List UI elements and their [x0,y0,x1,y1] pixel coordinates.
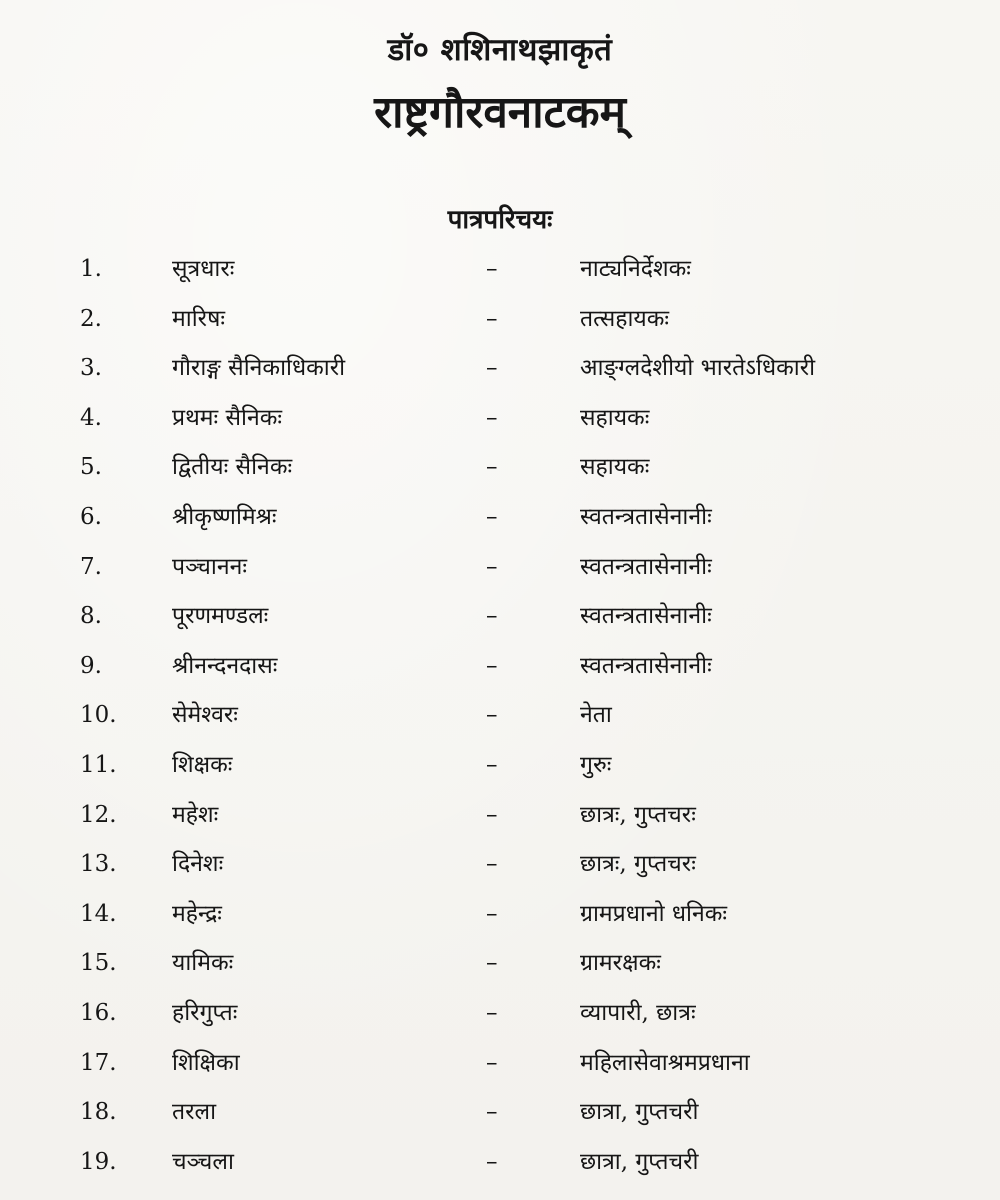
separator-dash: – [486,801,498,828]
character-name: हरिगुप्तः [172,999,238,1026]
cast-row [0,443,1000,493]
separator-dash: – [486,503,498,530]
separator-dash: – [486,702,498,729]
cast-row [0,939,1000,989]
character-role: व्यापारी, छात्रः [580,999,696,1026]
cast-row [0,592,1000,642]
character-role: आङ्ग्लदेशीयो भारतेऽधिकारी [580,355,816,382]
cast-number: 11. [80,751,117,778]
cast-row [0,344,1000,394]
separator-dash: – [486,851,498,878]
character-name: चञ्चला [172,1148,234,1175]
character-role: नेता [580,702,612,729]
cast-number: 15. [80,950,117,977]
character-role: ग्रामप्रधानो धनिकः [580,900,728,927]
cast-number: 10. [80,702,117,729]
author-line: डॉ० शशिनाथझाकृतं [387,32,613,68]
character-role: ग्रामरक्षकः [580,950,661,977]
character-name: महेशः [172,801,219,828]
character-name: तरला [172,1099,217,1126]
character-role: स्वतन्त्रतासेनानीः [580,603,712,630]
cast-row [0,1039,1000,1089]
cast-number: 2. [80,305,102,332]
character-name: श्रीनन्दनदासः [172,652,278,679]
character-role: स्वतन्त्रतासेनानीः [580,553,712,580]
cast-number: 13. [80,851,117,878]
cast-number: 12. [80,801,117,828]
character-name: यामिकः [172,950,234,977]
cast-number: 16. [80,999,117,1026]
separator-dash: – [486,603,498,630]
play-title: राष्ट्रगौरवनाटकम् [374,87,626,138]
cast-number: 3. [80,355,102,382]
character-name: पञ्चाननः [172,553,248,580]
character-name: सेमेश्वरः [172,702,238,729]
cast-row [0,691,1000,741]
cast-row [0,1088,1000,1138]
cast-list [0,245,1000,1187]
separator-dash: – [486,454,498,481]
separator-dash: – [486,355,498,382]
character-role: छात्रः, गुप्तचरः [580,801,696,828]
cast-row [0,890,1000,940]
character-role: गुरुः [580,751,612,778]
separator-dash: – [486,950,498,977]
cast-row [0,741,1000,791]
cast-number: 4. [80,404,102,431]
cast-number: 18. [80,1099,117,1126]
cast-row [0,543,1000,593]
separator-dash: – [486,1148,498,1175]
cast-row [0,295,1000,345]
character-role: छात्रा, गुप्तचरी [580,1099,699,1126]
character-role: स्वतन्त्रतासेनानीः [580,652,712,679]
character-role: नाट्यनिर्देशकः [580,256,691,282]
cast-row [0,989,1000,1039]
cast-row [0,1138,1000,1188]
character-role: छात्रा, गुप्तचरी [580,1148,699,1175]
separator-dash: – [486,751,498,778]
character-name: श्रीकृष्णमिश्रः [172,503,277,530]
cast-number: 8. [80,603,102,630]
character-name: महेन्द्रः [172,900,222,927]
character-name: मारिषः [172,305,226,332]
character-name: शिक्षकः [172,751,233,778]
character-role: स्वतन्त्रतासेनानीः [580,503,712,530]
separator-dash: – [486,553,498,580]
character-role: छात्रः, गुप्तचरः [580,851,696,878]
separator-dash: – [486,1049,498,1076]
cast-number: 19. [80,1148,117,1175]
character-name: दिनेशः [172,851,224,878]
character-name: सूत्रधारः [172,256,235,282]
cast-row [0,493,1000,543]
character-role: सहायकः [580,454,650,481]
cast-number: 14. [80,900,117,927]
cast-heading: पात्रपरिचयः [447,205,553,235]
cast-row [0,840,1000,890]
cast-row [0,394,1000,444]
character-name: प्रथमः सैनिकः [172,404,283,431]
cast-row [0,642,1000,692]
separator-dash: – [486,999,498,1026]
cast-number: 1. [80,256,102,282]
separator-dash: – [486,652,498,679]
character-role: तत्सहायकः [580,305,670,332]
cast-number: 17. [80,1049,117,1076]
separator-dash: – [486,404,498,431]
separator-dash: – [486,305,498,332]
cast-row [0,245,1000,295]
cast-number: 6. [80,503,102,530]
cast-number: 7. [80,553,102,580]
separator-dash: – [486,256,498,282]
character-name: द्वितीयः सैनिकः [172,454,293,481]
character-name: पूरणमण्डलः [172,603,269,630]
character-name: शिक्षिका [172,1049,240,1076]
character-name: गौराङ्ग सैनिकाधिकारी [172,355,346,382]
separator-dash: – [486,1099,498,1126]
separator-dash: – [486,900,498,927]
cast-number: 9. [80,652,102,679]
character-role: महिलासेवाश्रमप्रधाना [580,1049,750,1076]
cast-row [0,791,1000,841]
cast-number: 5. [80,454,102,481]
character-role: सहायकः [580,404,650,431]
